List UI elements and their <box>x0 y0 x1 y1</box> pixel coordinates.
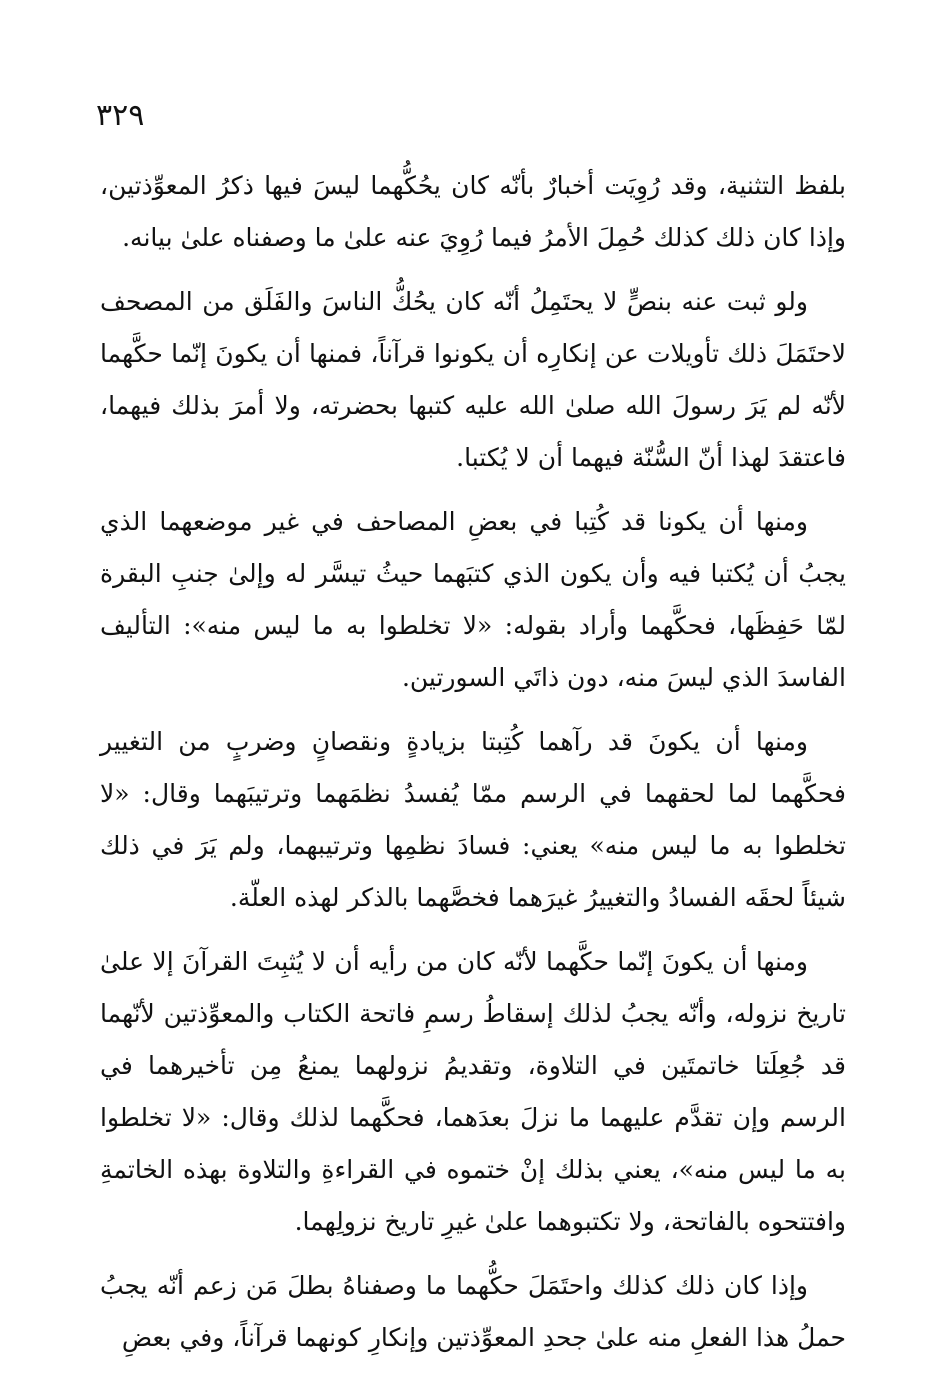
page-number: ٣٢٩ <box>96 98 145 133</box>
paragraph-3: ومنها أن يكونا قد كُتِبا في بعضِ المصاحف في غير موضعهما الذي يجبُ أن يُكتبا فيه وأن يكون الذي كتبَهما حيثُ تيسَّر له وإلىٰ جنبِ البقرة لمّا حَفِظَها، فحكَّهما وأراد بقوله: «لا تخلطوا به ما ليس منه»: التأليف الفاسدَ الذي ليسَ منه، دون ذاتَي السورتين. <box>100 507 846 692</box>
paragraph-4: ومنها أن يكونَ قد رآهما كُتِبتا بزيادةٍ ونقصانٍ وضربٍ من التغيير فحكَّهما لما لحقهما في الرسم ممّا يُفسدُ نظمَهما وترتيبَهما وقال: «لا تخلطوا به ما ليس منه» يعني: فسادَ نظمِها وترتيبهما، ولم يَرَ في ذلك شيئاً لحقَه الفسادُ والتغييرُ غيرَهما فخصَّهما بالذكر لهذه العلّة. <box>100 727 846 912</box>
paragraph-1: بلفظ التثنية، وقد رُوِيَت أخبارٌ بأنّه كان يحُكُّهما ليسَ فيها ذكرُ المعوِّذتين، وإذا كان ذلك كذلك حُمِلَ الأمرُ فيما رُوِيَ عنه علىٰ ما وصفناه علىٰ بيانه. <box>100 171 846 252</box>
page-body <box>100 160 846 1376</box>
paragraph-5: ومنها أن يكونَ إنّما حكَّهما لأنّه كان من رأيه أن لا يُثبِتَ القرآنَ إلا علىٰ تاريخ نزوله، وأنّه يجبُ لذلك إسقاطُ رسمِ فاتحة الكتاب والمعوِّذتين لأنّهما قد جُعِلَتا خاتمتَين في التلاوة، وتقديمُ نزولهما يمنعُ مِن تأخيرهما في الرسم وإن تقدَّم عليهما ما نزلَ بعدَهما، فحكَّهما لذلك وقال: «لا تخلطوا به ما ليس منه»، يعني بذلك إنْ ختموه في القراءةِ والتلاوة بهذه الخاتمةِ وافتتحوه بالفاتحة، ولا تكتبوهما علىٰ غيرِ تاريخ نزولِهما. <box>100 947 846 1236</box>
paragraph-2: ولو ثبت عنه بنصٍّ لا يحتَمِلُ أنّه كان يحُكُّ الناسَ والفَلَق من المصحف لاحتَمَلَ ذلك تأويلات عن إنكارِه أن يكونوا قرآناً، فمنها أن يكونَ إنّما حكَّهما لأنّه لم يَرَ رسولَ الله صلىٰ الله عليه كتبها بحضرته، ولا أمرَ بذلك فيهما، فاعتقدَ لهذا أنّ السُّنّة فيهما أن لا يُكتبا. <box>100 287 846 472</box>
paragraph-6: وإذا كان ذلك كذلك واحتَمَلَ حكُّهما ما وصفناهُ بطلَ مَن زعم أنّه يجبُ حملُ هذا الفعلِ منه علىٰ جحدِ المعوِّذتين وإنكارِ كونهما قرآناً، وفي بعضِ <box>100 1271 846 1352</box>
